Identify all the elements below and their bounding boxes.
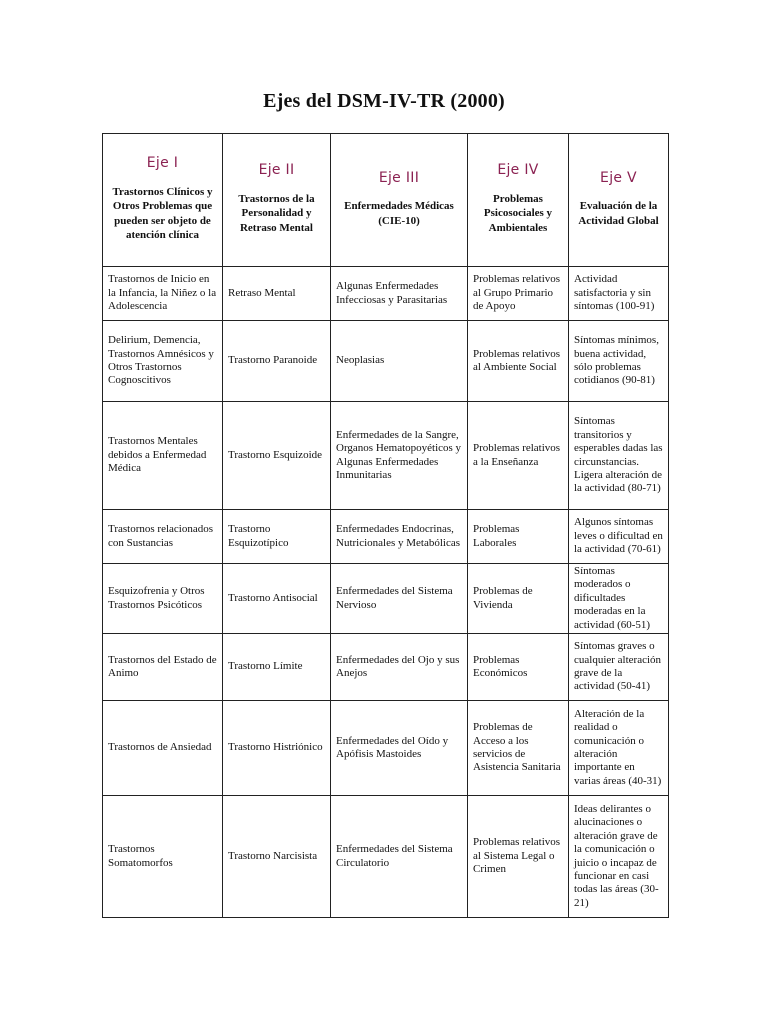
axis-header (569, 134, 669, 267)
header-row (103, 134, 669, 267)
table-cell: Síntomas transitorios y esperables dadas las circunstancias. Ligera alteración de la actividad (80-71) (569, 402, 669, 510)
table-cell: Trastorno Esquizotípico (223, 510, 331, 564)
table-cell: Problemas relativos al Sistema Legal o Crimen (468, 796, 569, 918)
page-title: Ejes del DSM-IV-TR (2000) (263, 90, 505, 112)
table-cell: Delirium, Demencia, Trastornos Amnésicos y Otros Trastornos Cognoscitivos (103, 321, 223, 402)
axis-title: Eje IV (497, 162, 539, 179)
table-cell: Problemas relativos al Grupo Primario de Apoyo (468, 267, 569, 321)
table-row (103, 321, 669, 402)
table-cell: Trastorno Paranoide (223, 321, 331, 402)
table-cell: Algunas Enfermedades Infecciosas y Parasitarias (331, 267, 468, 321)
axis-header (331, 134, 468, 267)
table-cell: Trastorno Histriónico (223, 701, 331, 796)
table-row (103, 402, 669, 510)
axis-description: Evaluación de la Actividad Global (578, 200, 659, 227)
axis-description: Problemas Psicosociales y Ambientales (483, 192, 553, 234)
table-cell: Síntomas moderados o dificultades moderadas en la actividad (60-51) (569, 564, 669, 634)
table-row (103, 796, 669, 918)
table-cell: Trastornos Somatomorfos (103, 796, 223, 918)
table-row (103, 701, 669, 796)
table-cell: Problemas relativos al Ambiente Social (468, 321, 569, 402)
axis-title: Eje I (146, 155, 179, 172)
axis-description: Trastornos Clínicos y Otros Problemas que pueden ser objeto de atención clínica (112, 185, 213, 242)
table-cell: Trastornos relacionados con Sustancias (103, 510, 223, 564)
axis-title: Eje V (600, 169, 637, 186)
axis-header (468, 134, 569, 267)
table-cell: Enfermedades del Sistema Circulatorio (331, 796, 468, 918)
table-cell: Problemas relativos a la Enseñanza (468, 402, 569, 510)
table-cell: Enfermedades Endocrinas, Nutricionales y Metabólicas (331, 510, 468, 564)
axis-header (103, 134, 223, 267)
table-cell: Síntomas mínimos, buena actividad, sólo problemas cotidianos (90-81) (569, 321, 669, 402)
table-cell: Esquizofrenia y Otros Trastornos Psicóticos (103, 564, 223, 634)
axis-title: Eje III (378, 169, 420, 186)
table-row (103, 634, 669, 701)
table-cell: Alteración de la realidad o comunicación o alteración importante en varias áreas (40-31) (569, 701, 669, 796)
table-cell: Ideas delirantes o alucinaciones o alteración grave de la comunicación o juicio o incapaz de funcionar en casi todas las áreas (30-21) (569, 796, 669, 918)
table-cell: Trastornos de Inicio en la Infancia, la Niñez o la Adolescencia (103, 267, 223, 321)
table-cell: Trastorno Narcisista (223, 796, 331, 918)
axis-title: Eje II (258, 162, 295, 179)
table-cell: Problemas de Vivienda (468, 564, 569, 634)
table-cell: Algunos síntomas leves o dificultad en la actividad (70-61) (569, 510, 669, 564)
table-cell: Enfermedades del Oído y Apófisis Mastoides (331, 701, 468, 796)
table-row (103, 267, 669, 321)
table-cell: Síntomas graves o cualquier alteración grave de la actividad (50-41) (569, 634, 669, 701)
table-cell: Trastornos Mentales debidos a Enfermedad Médica (103, 402, 223, 510)
table-cell: Enfermedades del Sistema Nervioso (331, 564, 468, 634)
table-cell: Trastornos de Ansiedad (103, 701, 223, 796)
dsm-axes-table (102, 133, 669, 918)
table-cell: Enfermedades de la Sangre, Organos Hematopoyéticos y Algunas Enfermedades Inmunitarias (331, 402, 468, 510)
table-cell: Trastorno Antisocial (223, 564, 331, 634)
table-row (103, 564, 669, 634)
axis-header (223, 134, 331, 267)
table-row (103, 510, 669, 564)
table-cell: Trastorno Esquizoide (223, 402, 331, 510)
table-cell: Problemas Laborales (468, 510, 569, 564)
table-cell: Enfermedades del Ojo y sus Anejos (331, 634, 468, 701)
table-cell: Neoplasias (331, 321, 468, 402)
axis-description: Enfermedades Médicas (CIE-10) (344, 200, 454, 227)
table-cell: Trastorno Límite (223, 634, 331, 701)
table-cell: Trastornos del Estado de Animo (103, 634, 223, 701)
table-cell: Actividad satisfactoria y sin síntomas (100-91) (569, 267, 669, 321)
table-cell: Problemas Económicos (468, 634, 569, 701)
table-cell: Problemas de Acceso a los servicios de Asistencia Sanitaria (468, 701, 569, 796)
axis-description: Trastornos de la Personalidad y Retraso Mental (238, 192, 315, 234)
table-cell: Retraso Mental (223, 267, 331, 321)
